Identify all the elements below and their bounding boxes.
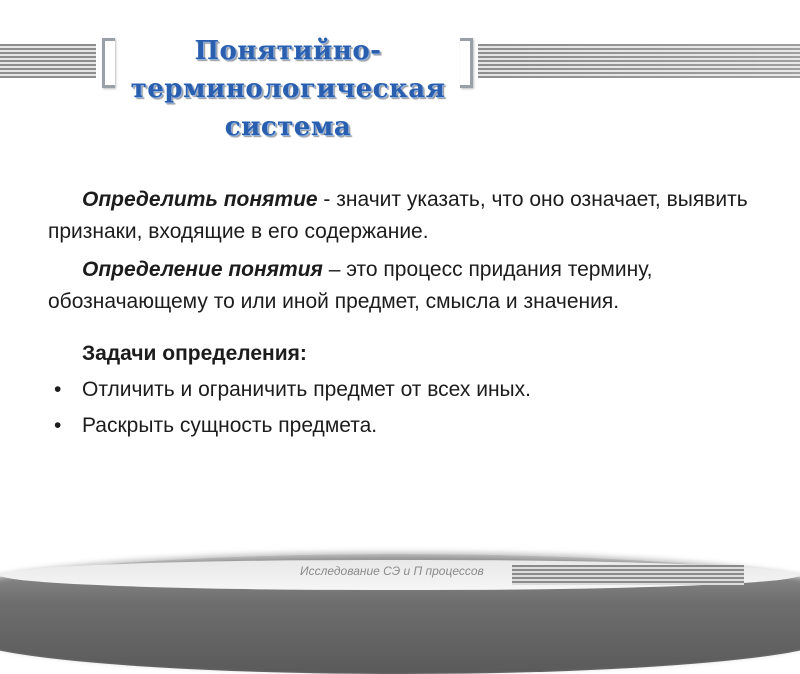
tasks-list bbox=[48, 374, 760, 442]
definition-term-2: Определение понятия bbox=[82, 258, 323, 281]
list-item bbox=[48, 374, 760, 406]
footer-stripes bbox=[512, 565, 744, 585]
slide-title bbox=[110, 32, 466, 146]
title-line-1: Понятийно- bbox=[194, 36, 382, 66]
definition-text-2: – это процесс придания термину, обозначающему то или иной предмет, смысла и значения. bbox=[48, 258, 653, 313]
title-line-3: система bbox=[224, 112, 352, 142]
header-stripes-left bbox=[0, 44, 96, 78]
bullet-icon: • bbox=[54, 378, 62, 401]
bullet-icon: • bbox=[54, 414, 62, 437]
list-item-text: Раскрыть сущность предмета. bbox=[82, 414, 378, 437]
definition-paragraph-1 bbox=[48, 184, 760, 248]
list-item-text: Отличить и ограничить предмет от всех иных. bbox=[82, 378, 531, 401]
list-item bbox=[48, 410, 760, 442]
definition-paragraph-2 bbox=[48, 254, 760, 318]
definition-term-1: Определить понятие bbox=[82, 188, 318, 211]
title-line-2: терминологическая bbox=[130, 74, 446, 104]
slide-body bbox=[48, 184, 760, 446]
tasks-heading: Задачи определения: bbox=[82, 342, 307, 365]
definition-text-1: - значит указать, что оно означает, выявить признаки, входящие в его содержание. bbox=[48, 188, 748, 243]
footer-text: Исследование СЭ и П процессов bbox=[300, 564, 484, 578]
header-stripes-right bbox=[478, 44, 800, 78]
